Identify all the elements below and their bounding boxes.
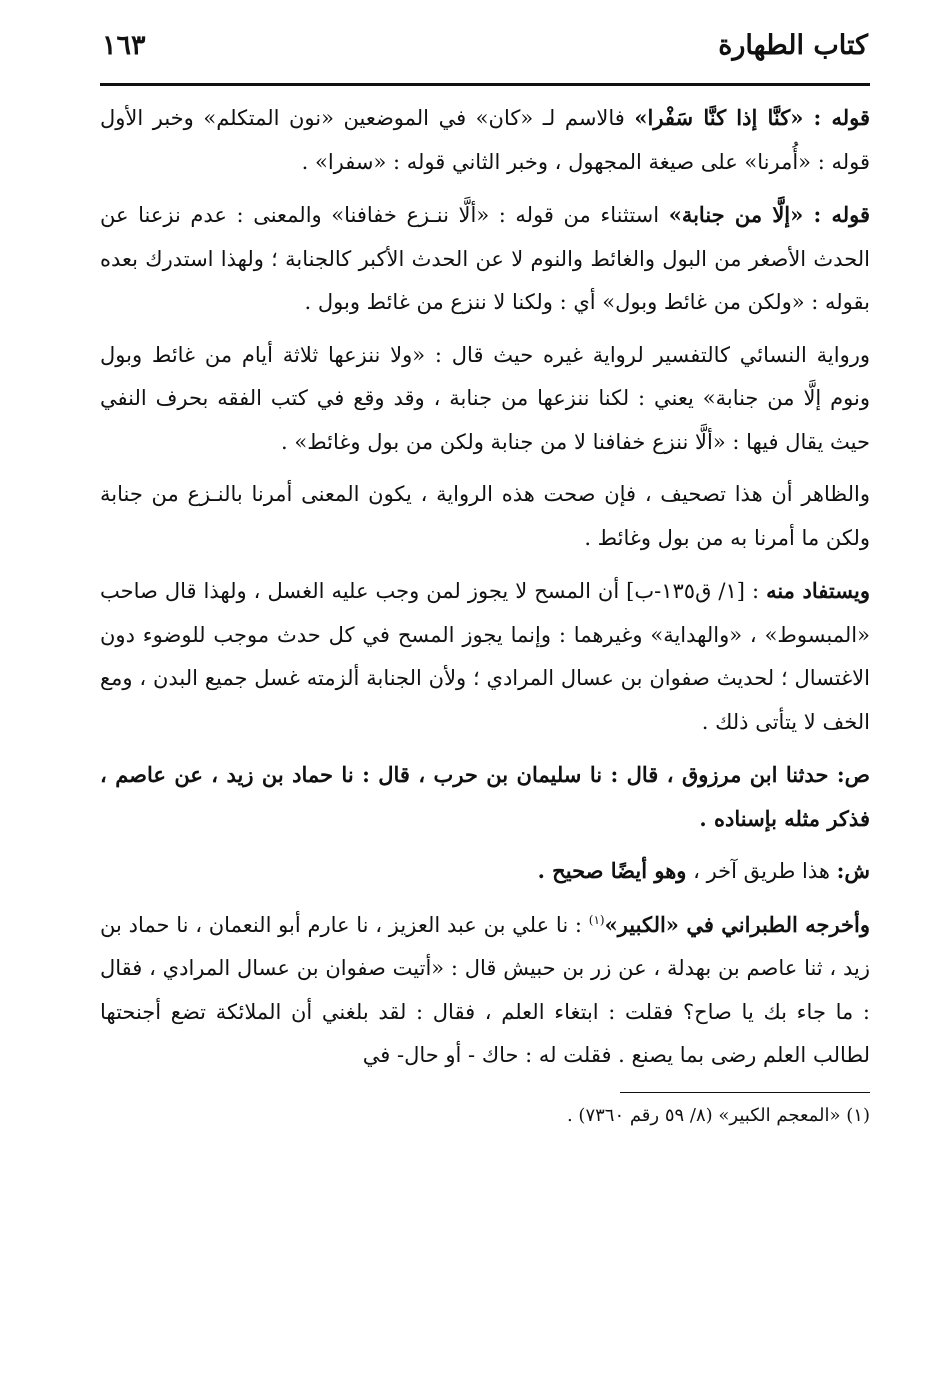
paragraph-4-text: والظاهر أن هذا تصحيف ، فإن صحت هذه الرواية ، يكون المعنى أمرنا بالنـزع من جنابة ولكن ما أمرنا به من بول وغائط . <box>100 482 870 550</box>
paragraph-5-text: : [١/ ق١٣٥-ب] أن المسح لا يجوز لمن وجب عليه الغسل ، ولهذا قال صاحب «المبسوط» ، «والهداية» وغيرهما : وإنما يجوز المسح في كل حدث موجب للوضوء دون الاغتسال ؛ لحديث صفوان بن عسال المرادي ؛ ولأن الجنابة ألزمته غسل جميع البدن ، ومع الخف لا يتأتى ذلك . <box>100 579 870 734</box>
page-body <box>100 96 870 1078</box>
book-page <box>100 30 870 1133</box>
page-header <box>100 30 870 86</box>
paragraph-7-lead: ش: <box>836 858 870 883</box>
paragraph-5-lead: ويستفاد منه <box>766 578 870 603</box>
paragraph-1-lead: قوله : «كنَّا إذا كنَّا سَفْرا» <box>634 105 871 130</box>
paragraph-1 <box>100 96 870 184</box>
footnote: (١) «المعجم الكبير» (٨/ ٥٩ رقم ٧٣٦٠) . <box>566 1104 870 1126</box>
paragraph-3 <box>100 334 870 465</box>
page-number: ١٦٣ <box>102 30 146 61</box>
chapter-title: كتاب الطهارة <box>718 30 868 61</box>
footnote-marker: (١) <box>588 912 605 927</box>
paragraph-8-lead: وأخرجه الطبراني في «الكبير» <box>604 911 871 937</box>
paragraph-4 <box>100 473 870 560</box>
paragraph-6-hadith-chain <box>100 753 870 840</box>
paragraph-2-lead: قوله : «إلَّا من جنابة» <box>668 202 870 227</box>
paragraph-3-text: ورواية النسائي كالتفسير لرواية غيره حيث قال : «ولا ننزعها ثلاثة أيام من غائط وبول ونوم إلَّا من جنابة» يعني : لكنا ننزعها من جنابة ، وقد وقع في كتب الفقه بحرف النفي حيث يقال فيها : «ألَّا ننزع خفافنا لا من جنابة ولكن من بول وغائط» . <box>100 342 870 454</box>
paragraph-7 <box>100 849 870 894</box>
paragraph-8 <box>100 903 870 1078</box>
paragraph-6-text: ص: حدثنا ابن مرزوق ، قال : نا سليمان بن حرب ، قال : نا حماد بن زيد ، عن عاصم ، فذكر مثله بإسناده . <box>100 762 870 831</box>
paragraph-5 <box>100 569 870 744</box>
paragraph-2-text: استثناء من قوله : «ألَّا ننـزع خفافنا» والمعنى : عدم نزعنا عن الحدث الأصغر من البول والغائط والنوم لا عن الحدث الأكبر كالجنابة ؛ ولهذا استدرك بعده بقوله : «ولكن من غائط وبول» أي : ولكنا لا ننزع من غائط وبول . <box>100 203 870 314</box>
paragraph-2 <box>100 193 870 325</box>
footnote-separator <box>620 1092 870 1093</box>
paragraph-7-tail: وهو أيضًا صحيح . <box>537 858 687 883</box>
paragraph-1-text: فالاسم لـ «كان» في الموضعين «نون المتكلم» وخبر الأول قوله : «أُمرنا» على صيغة المجهول ، وخبر الثاني قوله : «سفرا» . <box>100 106 870 174</box>
paragraph-7-middle: هذا طريق آخر ، <box>686 859 837 883</box>
paragraph-8-text: : نا علي بن عبد العزيز ، نا عارم أبو النعمان ، نا حماد بن زيد ، ثنا عاصم بن بهدلة ، عن زر بن حبيش قال : «أتيت صفوان بن عسال المرادي ، فقال : ما جاء بك يا صاح؟ فقلت : ابتغاء العلم ، فقال : لقد بلغني أن الملائكة تضع أجنحتها لطالب العلم رضى بما يصنع . فقلت له : حاك - أو حال- في <box>100 912 870 1067</box>
